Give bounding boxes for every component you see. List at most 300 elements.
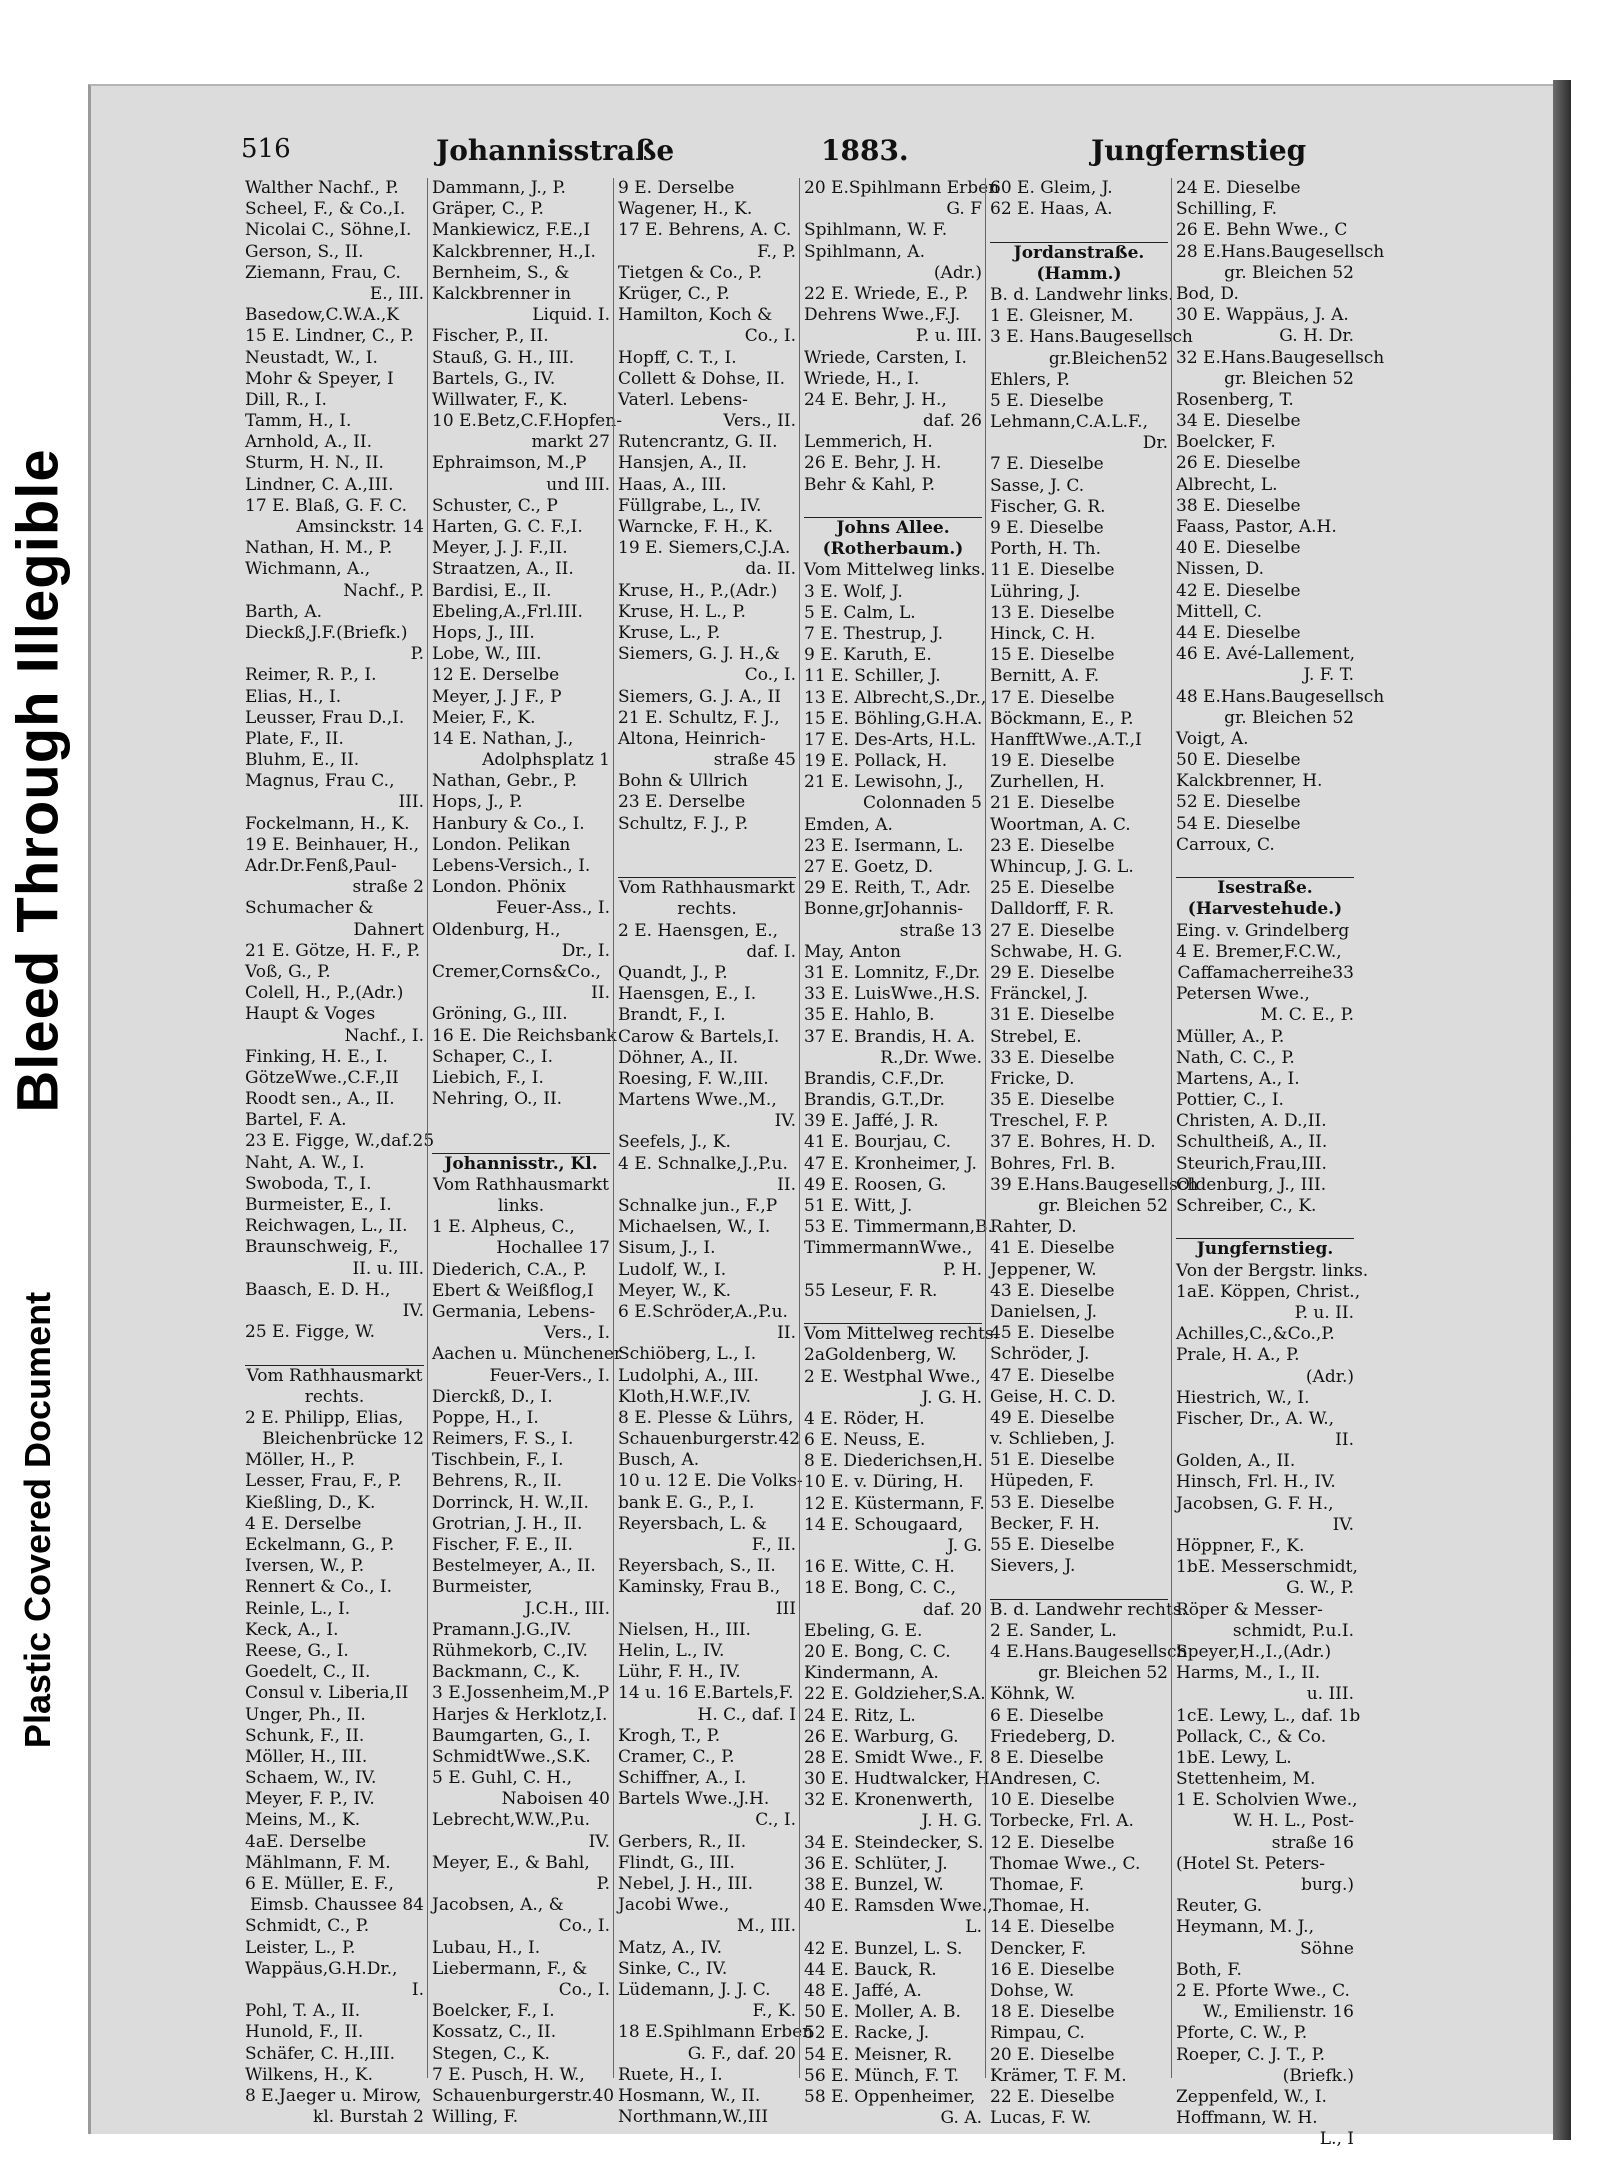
entry-line: Vom Rathhausmarkt bbox=[619, 878, 795, 899]
entry-line: Wappäus,G.H.Dr., bbox=[245, 1958, 398, 1979]
entry-line: 14 u. 16 E.Bartels,F. bbox=[618, 1683, 794, 1704]
entry-line: F., K. bbox=[752, 2001, 796, 2022]
entry-line: gr. Bleichen 52 bbox=[1224, 368, 1354, 389]
entry-line: Nicolai C., Söhne,I. bbox=[245, 220, 412, 241]
entry-line: Cremer,Corns&Co., bbox=[432, 961, 601, 982]
column-4 bbox=[799, 178, 1000, 2129]
entry-line: Pramann.J.G.,IV. bbox=[432, 1619, 572, 1640]
entry-line: Dammann, J., P. bbox=[432, 178, 566, 198]
entry-line: Eimsb. Chaussee 84 bbox=[249, 1895, 424, 1916]
entry-line: Ephraimson, M.,P bbox=[432, 453, 587, 474]
entry-line: Burmeister, E., I. bbox=[245, 1195, 392, 1215]
entry-line: 28 E.Hans.Baugesellsch bbox=[1176, 241, 1385, 262]
entry-line: 37 E. Bohres, H. D. bbox=[990, 1132, 1156, 1153]
entry-line: Woortman, A. C. bbox=[990, 814, 1131, 835]
entry-line: IV. bbox=[774, 1111, 796, 1132]
entry-line: rechts. bbox=[304, 1386, 365, 1407]
entry-line: Köhnk, W. bbox=[990, 1684, 1076, 1705]
entry-line: u. III. bbox=[1306, 1684, 1354, 1705]
entry-line: Schnalke jun., F.,P bbox=[618, 1196, 778, 1216]
entry-line: Mählmann, F. M. bbox=[245, 1852, 391, 1873]
entry-line: P. H. bbox=[942, 1259, 982, 1280]
entry-line: 8 E. Plesse & Lührs, bbox=[618, 1407, 794, 1428]
entry-line: R.,Dr. Wwe. bbox=[880, 1047, 982, 1068]
entry-line: Ziemann, Frau, C. bbox=[245, 262, 401, 283]
entry-line: Wichmann, A., bbox=[245, 559, 371, 580]
entry-line: Walther Nachf., P. bbox=[245, 178, 399, 198]
entry-line: 50 E. Dieselbe bbox=[1176, 750, 1301, 771]
entry-line: II. u. III. bbox=[352, 1258, 424, 1279]
entry-line: Dr., I. bbox=[561, 940, 610, 961]
entry-line: 31 E. Lomnitz, F.,Dr. bbox=[804, 962, 981, 983]
entry-line: Siemers, G. J. A., II bbox=[618, 686, 781, 707]
entry-line: Aachen u. Münchener bbox=[432, 1344, 623, 1365]
entry-line: Tamm, H., I. bbox=[245, 411, 352, 432]
entry-line: 52 E. Racke, J. bbox=[804, 2023, 930, 2044]
entry-line: Rahter, D. bbox=[990, 1217, 1077, 1238]
entry-line: Speyer,H.,I.,(Adr.) bbox=[1176, 1641, 1332, 1662]
entry-line: Rosenberg, T. bbox=[1176, 389, 1294, 410]
entry-line: Hiestrich, W., I. bbox=[1176, 1387, 1310, 1408]
entry-line: Swoboda, T., I. bbox=[245, 1173, 372, 1194]
entry-line: Geise, H. C. D. bbox=[990, 1386, 1116, 1407]
entry-line: 20 E. Bong, C. C. bbox=[804, 1641, 951, 1662]
entry-line: 26 E. Behn Wwe., C bbox=[1176, 220, 1348, 241]
entry-line: Ebeling, G. E. bbox=[804, 1620, 923, 1641]
entry-line: 30 E. Wappäus, J. A. bbox=[1176, 305, 1349, 326]
entry-line: 51 E. Dieselbe bbox=[990, 1450, 1115, 1471]
entry-line: gr. Bleichen 52 bbox=[1038, 1663, 1168, 1684]
entry-line: Nebel, J. H., III. bbox=[618, 1874, 754, 1894]
entry-line: Harms, M., I., II. bbox=[1176, 1663, 1321, 1684]
entry-line: Dieckß,J.F.(Briefk.) bbox=[245, 622, 408, 643]
entry-line: 1aE. Köppen, Christ., bbox=[1176, 1281, 1361, 1302]
entry-line: 34 E. Dieselbe bbox=[1176, 411, 1301, 432]
entry-line: 23 E. Dieselbe bbox=[990, 835, 1115, 856]
entry-line: Sasse, J. C. bbox=[990, 475, 1085, 496]
entry-line: 14 E. Dieselbe bbox=[990, 1917, 1115, 1938]
entry-line: Hanbury & Co., I. bbox=[432, 813, 585, 834]
entry-line: Co., I. bbox=[558, 1916, 610, 1937]
entry-line: 8 E. Dieselbe bbox=[990, 1747, 1104, 1768]
entry-line: gr. Bleichen 52 bbox=[1038, 1196, 1168, 1216]
entry-line: 23 E. Figge, W.,daf.25 bbox=[245, 1131, 435, 1152]
entry-line: Bluhm, E., II. bbox=[245, 750, 360, 771]
entry-line: Hops, J., III. bbox=[432, 622, 535, 643]
entry-line: Eckelmann, G., P. bbox=[245, 1535, 395, 1555]
entry-line: Unger, Ph., II. bbox=[245, 1704, 366, 1725]
entry-line: Döhner, A., II. bbox=[618, 1047, 739, 1068]
entry-line: SchmidtWwe.,S.K. bbox=[432, 1746, 591, 1767]
right-street-heading: Jungfernstieg bbox=[1091, 134, 1307, 167]
section-heading: (Rotherbaum.) bbox=[822, 539, 964, 560]
column-5 bbox=[985, 178, 1199, 2129]
entry-line: Adr.Dr.Fenß,Paul- bbox=[245, 856, 397, 876]
entry-line: 19 E. Pollack, H. bbox=[804, 751, 948, 772]
entry-line: Schunk, F., II. bbox=[245, 1725, 365, 1746]
entry-line: Braunschweig, F., bbox=[245, 1237, 399, 1258]
entry-line: Schröder, J. bbox=[990, 1344, 1090, 1365]
entry-line: Wriede, H., I. bbox=[804, 368, 920, 389]
entry-line: Siemers, G. J. H.,& bbox=[618, 644, 780, 665]
entry-line: 49 E. Dieselbe bbox=[990, 1407, 1115, 1428]
entry-line: 27 E. Goetz, D. bbox=[804, 857, 934, 877]
entry-line: 40 E. Dieselbe bbox=[1176, 538, 1301, 559]
entry-line: Kruse, H., P.,(Adr.) bbox=[618, 580, 778, 601]
entry-line: Tietgen & Co., P. bbox=[618, 262, 763, 283]
entry-line: Harten, G. C. F.,I. bbox=[432, 517, 583, 537]
entry-line: 2 E. Haensgen, E., bbox=[618, 920, 779, 941]
entry-line: Zeppenfeld, W., I. bbox=[1176, 2086, 1327, 2107]
entry-line: J.C.H., III. bbox=[524, 1598, 610, 1619]
entry-line: 49 E. Roosen, G. bbox=[804, 1174, 947, 1195]
entry-line: Porth, H. Th. bbox=[990, 539, 1102, 560]
entry-line: bank E. G., P., I. bbox=[618, 1492, 755, 1513]
entry-line: Goedelt, C., II. bbox=[245, 1662, 371, 1683]
entry-line: Keck, A., I. bbox=[245, 1619, 339, 1640]
entry-line: 56 E. Münch, F. T. bbox=[804, 2065, 960, 2086]
entry-line: rechts. bbox=[677, 899, 737, 920]
entry-line: Möller, H., III. bbox=[245, 1746, 368, 1767]
entry-line: Spihlmann, W. F. bbox=[804, 220, 948, 241]
entry-line: 4 E. Schnalke,J.,P.u. bbox=[618, 1153, 788, 1174]
entry-line: 31 E. Dieselbe bbox=[990, 1005, 1115, 1026]
entry-line: G. H. Dr. bbox=[1279, 326, 1354, 347]
entry-line: Reuter, G. bbox=[1176, 1896, 1263, 1917]
plastic-covered-label: Plastic Covered Document bbox=[17, 1291, 59, 1749]
entry-line: 12 E. Küstermann, F. bbox=[804, 1493, 985, 1514]
entry-line: Poppe, H., I. bbox=[432, 1407, 539, 1428]
entry-line: 32 E.Hans.Baugesellsch bbox=[1176, 347, 1385, 368]
entry-line: v. Schlieben, J. bbox=[990, 1429, 1116, 1450]
entry-line: Schaem, W., IV. bbox=[245, 1768, 377, 1789]
entry-line: 41 E. Dieselbe bbox=[990, 1238, 1115, 1259]
entry-line: 4 E.Hans.Baugesellsch bbox=[990, 1641, 1188, 1662]
entry-line: Feuer-Ass., I. bbox=[496, 898, 610, 919]
entry-line: Bestelmeyer, A., II. bbox=[432, 1556, 596, 1577]
entry-line: 23 E. Derselbe bbox=[618, 792, 746, 813]
entry-line: Backmann, C., K. bbox=[432, 1662, 581, 1683]
section-heading: Jordanstraße. bbox=[1013, 242, 1145, 263]
entry-line: HanfftWwe.,A.T.,I bbox=[990, 729, 1142, 750]
entry-line: Plate, F., II. bbox=[245, 728, 344, 749]
entry-line: Von der Bergstr. links. bbox=[1176, 1260, 1369, 1281]
entry-line: 8 E.Jaeger u. Mirow, bbox=[245, 2085, 422, 2106]
entry-line: Voß, G., P. bbox=[245, 961, 331, 982]
entry-line: Bohn & Ullrich bbox=[618, 771, 748, 792]
entry-line: 4 E. Röder, H. bbox=[804, 1408, 925, 1429]
entry-line: 35 E. Dieselbe bbox=[990, 1090, 1115, 1111]
entry-line: Consul v. Liberia,II bbox=[245, 1683, 409, 1704]
entry-line: 41 E. Bourjau, C. bbox=[804, 1132, 952, 1153]
entry-line: 26 E. Dieselbe bbox=[1176, 453, 1301, 474]
entry-line: 21 E. Dieselbe bbox=[990, 793, 1115, 814]
entry-line: Becker, F. H. bbox=[990, 1513, 1100, 1534]
entry-line: 33 E. LuisWwe.,H.S. bbox=[804, 984, 981, 1005]
entry-line: I. bbox=[411, 1979, 424, 2000]
entry-line: 53 E. Timmermann,B. bbox=[804, 1217, 993, 1238]
entry-line: 1cE. Lewy, L., daf. 1b bbox=[1176, 1705, 1361, 1726]
entry-line: Tischbein, F., I. bbox=[432, 1450, 564, 1471]
entry-line: Pollack, C., & Co. bbox=[1176, 1726, 1327, 1747]
entry-line: P. u. II. bbox=[1294, 1302, 1354, 1323]
entry-line: 60 E. Gleim, J. bbox=[990, 178, 1113, 198]
entry-line: Bernheim, S., & bbox=[432, 262, 570, 283]
entry-line: Dencker, F. bbox=[990, 1938, 1087, 1959]
entry-line: 16 E. Witte, C. H. bbox=[804, 1557, 955, 1578]
entry-line: 12 E. Derselbe bbox=[432, 665, 560, 686]
entry-line: Baumgarten, G., I. bbox=[432, 1725, 591, 1746]
entry-line: Martens Wwe.,M., bbox=[618, 1090, 777, 1111]
entry-line: 42 E. Bunzel, L. S. bbox=[804, 1938, 963, 1959]
entry-line: Hopff, C. T., I. bbox=[618, 347, 737, 368]
entry-line: J. G. H. bbox=[921, 1387, 982, 1408]
entry-line: Lobe, W., III. bbox=[432, 644, 542, 665]
entry-line: Altona, Heinrich- bbox=[618, 728, 766, 749]
entry-line: 10 E.Betz,C.F.Hopfen- bbox=[432, 411, 622, 432]
entry-line: Eing. v. Grindelberg bbox=[1176, 920, 1350, 941]
entry-line: Vers., I. bbox=[544, 1323, 610, 1344]
entry-line: J. F. T. bbox=[1303, 665, 1354, 686]
entry-line: Nielsen, H., III. bbox=[618, 1619, 751, 1640]
entry-line: 21 E. Lewisohn, J., bbox=[804, 772, 964, 793]
entry-line: 12 E. Dieselbe bbox=[990, 1832, 1115, 1853]
entry-line: Oldenburg, H., bbox=[432, 919, 561, 940]
entry-line: Thomae, F. bbox=[990, 1875, 1085, 1895]
entry-line: (Adr.) bbox=[1305, 1366, 1354, 1387]
entry-line: 52 E. Dieselbe bbox=[1176, 792, 1301, 813]
entry-line: Sturm, H. N., II. bbox=[245, 453, 384, 474]
entry-line: IV. bbox=[402, 1300, 424, 1321]
entry-line: Dohse, W. bbox=[990, 1980, 1075, 2001]
entry-line: Bonne,grJohannis- bbox=[804, 899, 964, 920]
entry-line: Ebert & Weißflog,I bbox=[432, 1280, 594, 1301]
entry-line: Colell, H., P.,(Adr.) bbox=[245, 983, 404, 1004]
entry-line: M., III. bbox=[736, 1916, 796, 1937]
entry-line: Kießling, D., K. bbox=[245, 1492, 376, 1513]
entry-line: 55 Leseur, F. R. bbox=[804, 1280, 938, 1301]
entry-line: und III. bbox=[546, 474, 610, 495]
entry-line: 20 E.Spihlmann Erben bbox=[804, 178, 1000, 198]
entry-line: 17 E. Dieselbe bbox=[990, 687, 1115, 708]
entry-line: Willing, F. bbox=[432, 2107, 519, 2128]
entry-line: Bohres, Frl. B. bbox=[990, 1153, 1116, 1174]
entry-line: 5 E. Calm, L. bbox=[804, 602, 916, 623]
entry-line: Mankiewicz, F.E.,I bbox=[432, 220, 591, 241]
entry-line: 9 E. Karuth, E. bbox=[804, 645, 932, 666]
entry-line: Wilkens, H., K. bbox=[245, 2064, 374, 2085]
entry-line: Carroux, C. bbox=[1176, 834, 1275, 855]
entry-line: Füllgrabe, L., IV. bbox=[618, 495, 762, 516]
entry-line: Baasch, E. D. H., bbox=[245, 1279, 391, 1300]
entry-line: Reyersbach, L. & bbox=[618, 1513, 767, 1534]
entry-line: Jacobi Wwe., bbox=[618, 1895, 730, 1916]
column-1 bbox=[241, 178, 435, 2128]
entry-line: London. Phönix bbox=[432, 877, 566, 898]
entry-line: Hüpeden, F. bbox=[990, 1471, 1094, 1492]
column-2 bbox=[427, 178, 623, 2128]
entry-line: Reimer, R. P., I. bbox=[245, 665, 377, 686]
entry-line: Boelcker, F., I. bbox=[432, 2001, 555, 2022]
entry-line: Whincup, J. G. L. bbox=[990, 857, 1134, 877]
entry-line: Röper & Messer- bbox=[1176, 1599, 1323, 1620]
entry-line: Bartel, F. A. bbox=[245, 1110, 347, 1131]
entry-line: W., Emilienstr. 16 bbox=[1203, 2002, 1354, 2023]
entry-line: 28 E. Smidt Wwe., F. bbox=[804, 1747, 984, 1768]
entry-line: Ruete, H., I. bbox=[618, 2064, 723, 2085]
entry-line: 1bE. Messerschmidt, bbox=[1176, 1557, 1358, 1578]
entry-line: 2 E. Sander, L. bbox=[990, 1620, 1117, 1641]
entry-line: L. bbox=[965, 1917, 982, 1938]
section-rule bbox=[804, 1302, 982, 1324]
entry-line: II. bbox=[591, 983, 610, 1004]
entry-line: Hinsch, Frl. H., IV. bbox=[1176, 1472, 1336, 1493]
entry-line: Arnhold, A., II. bbox=[245, 432, 372, 453]
entry-line: Vom Mittelweg rechts. bbox=[804, 1324, 999, 1345]
entry-line: Fricke, D. bbox=[990, 1068, 1075, 1089]
entry-line: Haas, A., III. bbox=[618, 474, 727, 495]
entry-line: Barth, A. bbox=[245, 601, 323, 622]
entry-line: Lüdemann, J. J. C. bbox=[618, 1979, 771, 2000]
entry-line: Fockelmann, H., K. bbox=[245, 813, 410, 834]
entry-line: 25 E. Dieselbe bbox=[990, 878, 1115, 899]
entry-line: Kruse, H. L., P. bbox=[618, 601, 746, 622]
entry-line: 1bE. Lewy, L. bbox=[1176, 1747, 1292, 1768]
entry-line: Finking, H. E., I. bbox=[245, 1046, 388, 1067]
entry-line: Lemmerich, H. bbox=[804, 432, 933, 453]
entry-line: (Adr.) bbox=[933, 262, 982, 283]
entry-line: 26 E. Warburg, G. bbox=[804, 1726, 959, 1747]
entry-line: 54 E. Dieselbe bbox=[1176, 813, 1301, 834]
entry-line: Both, F. bbox=[1176, 1959, 1242, 1980]
entry-line: Leister, L., P. bbox=[245, 1937, 356, 1958]
entry-line: 54 E. Meisner, R. bbox=[804, 2044, 953, 2065]
entry-line: 17 E. Des-Arts, H.L. bbox=[804, 729, 977, 750]
entry-line: 22 E. Dieselbe bbox=[990, 2086, 1115, 2107]
entry-line: Carow & Bartels,I. bbox=[618, 1026, 780, 1047]
entry-line: 5 E. Dieselbe bbox=[990, 390, 1104, 411]
entry-line: burg.) bbox=[1301, 1875, 1354, 1895]
entry-line: Lesser, Frau, F., P. bbox=[245, 1471, 402, 1492]
entry-line: Bleichenbrücke 12 bbox=[262, 1429, 424, 1450]
entry-line: F., P. bbox=[757, 241, 796, 262]
entry-line: 46 E. Avé-Lallement, bbox=[1176, 644, 1355, 665]
entry-line: 15 E. Dieselbe bbox=[990, 645, 1115, 666]
entry-line: Kalckbrenner, H.,I. bbox=[432, 241, 596, 262]
entry-line: Schiffner, A., I. bbox=[618, 1768, 747, 1789]
entry-line: Adolphsplatz 1 bbox=[482, 750, 610, 771]
entry-line: Lubau, H., I. bbox=[432, 1937, 541, 1958]
entry-line: 32 E. Kronenwerth, bbox=[804, 1790, 974, 1811]
entry-line: Burmeister, bbox=[432, 1577, 533, 1598]
entry-line: Meins, M., K. bbox=[245, 1810, 361, 1831]
entry-line: TimmermannWwe., bbox=[804, 1238, 973, 1259]
entry-line: Prale, H. A., P. bbox=[1176, 1345, 1300, 1366]
entry-line: Collett & Dohse, II. bbox=[618, 368, 786, 389]
entry-line: 40 E. Ramsden Wwe., bbox=[804, 1896, 993, 1917]
entry-line: Leusser, Frau D.,I. bbox=[245, 707, 405, 728]
entry-line: 19 E. Beinhauer, H., bbox=[245, 834, 419, 855]
entry-line bbox=[432, 1110, 610, 1131]
entry-line: Kaminsky, Frau B., bbox=[618, 1577, 781, 1598]
entry-line: Reimers, F. S., I. bbox=[432, 1429, 574, 1450]
entry-line: 8 E. Diederichsen,H. bbox=[804, 1451, 983, 1472]
entry-line: Reichwagen, L., II. bbox=[245, 1216, 408, 1237]
entry-line: 10 E. Dieselbe bbox=[990, 1790, 1115, 1811]
bleed-through-label: Bleed Through Illegible bbox=[5, 447, 71, 1113]
entry-line: gr. Bleichen 52 bbox=[1224, 707, 1354, 728]
entry-line: Hochallee 17 bbox=[496, 1238, 610, 1259]
entry-line: Strebel, E. bbox=[990, 1026, 1082, 1047]
entry-line: 37 E. Brandis, H. A. bbox=[804, 1026, 976, 1047]
entry-line: 23 E. Isermann, L. bbox=[804, 835, 964, 856]
page-number: 516 bbox=[241, 134, 291, 164]
entry-line: Nachf., I. bbox=[344, 1025, 424, 1046]
entry-line: Germania, Lebens- bbox=[432, 1301, 596, 1322]
entry-line: 2 E. Pforte Wwe., C. bbox=[1176, 1980, 1350, 2001]
entry-line: Pottier, C., I. bbox=[1176, 1090, 1284, 1111]
entry-line: Pohl, T. A., II. bbox=[245, 2001, 361, 2022]
entry-line: Meyer, J. J F., P bbox=[432, 686, 562, 707]
entry-line: 22 E. Wriede, E., P. bbox=[804, 283, 969, 304]
left-street-heading: Johannisstraße bbox=[436, 134, 675, 167]
entry-line: Willwater, F., K. bbox=[432, 389, 568, 410]
entry-line: Hinck, C. H. bbox=[990, 623, 1096, 644]
entry-line: Danielsen, J. bbox=[990, 1301, 1098, 1322]
entry-line: Hosmann, W., II. bbox=[618, 2085, 761, 2106]
entry-line: markt 27 bbox=[531, 432, 610, 453]
entry-line: 16 E. Die Reichsbank bbox=[432, 1025, 617, 1046]
entry-line: II. bbox=[777, 1174, 796, 1195]
entry-line: Iversen, W., P. bbox=[245, 1556, 365, 1577]
entry-line: Schauenburgerstr.40 bbox=[432, 2085, 615, 2106]
entry-line: Kloth,H.W.F.,IV. bbox=[618, 1386, 752, 1407]
entry-line: Dierckß, D., I. bbox=[432, 1386, 553, 1407]
entry-line: Neustadt, W., I. bbox=[245, 347, 378, 368]
entry-line: Fränckel, J. bbox=[990, 984, 1089, 1005]
entry-line: Seefels, J., K. bbox=[618, 1132, 731, 1153]
entry-line: straße 2 bbox=[352, 877, 424, 898]
entry-line: 11 E. Schiller, J. bbox=[804, 666, 941, 687]
entry-line: Vom Rathhausmarkt bbox=[433, 1174, 609, 1195]
entry-line: Matz, A., IV. bbox=[618, 1937, 723, 1958]
entry-line: 47 E. Dieselbe bbox=[990, 1365, 1115, 1386]
entry-line: III. bbox=[398, 792, 424, 813]
entry-line: Vom Mittelweg links. bbox=[804, 560, 986, 581]
entry-line: Busch, A. bbox=[618, 1450, 700, 1471]
entry-line: 45 E. Dieselbe bbox=[990, 1323, 1115, 1344]
entry-line: P. bbox=[410, 644, 424, 665]
entry-line: Schilling, F. bbox=[1176, 199, 1278, 220]
entry-line: Schumacher & bbox=[245, 898, 374, 919]
entry-line: kl. Burstah 2 bbox=[313, 2107, 424, 2128]
entry-line: Spihlmann, A. bbox=[804, 241, 925, 262]
entry-line: Faass, Pastor, A.H. bbox=[1176, 517, 1337, 537]
section-heading: (Hamm.) bbox=[1036, 263, 1122, 284]
entry-line: Meier, F., K. bbox=[432, 707, 536, 728]
entry-line: Roesing, F. W.,III. bbox=[618, 1068, 769, 1089]
entry-line: M. C. E., P. bbox=[1260, 1005, 1354, 1026]
entry-line: 4 E. Bremer,F.C.W., bbox=[1176, 941, 1342, 962]
entry-line: Sisum, J., I. bbox=[618, 1238, 716, 1259]
entry-line: 15 E. Lindner, C., P. bbox=[245, 326, 414, 347]
entry-line: F., II. bbox=[751, 1535, 796, 1555]
entry-line: Boelcker, F. bbox=[1176, 432, 1276, 453]
entry-line: 14 E. Schougaard, bbox=[804, 1514, 964, 1535]
entry-line: 48 E.Hans.Baugesellsch bbox=[1176, 686, 1385, 707]
entry-line: 17 E. Blaß, G. F. C. bbox=[245, 495, 408, 516]
entry-line: Schmidt, C., P. bbox=[245, 1916, 370, 1937]
